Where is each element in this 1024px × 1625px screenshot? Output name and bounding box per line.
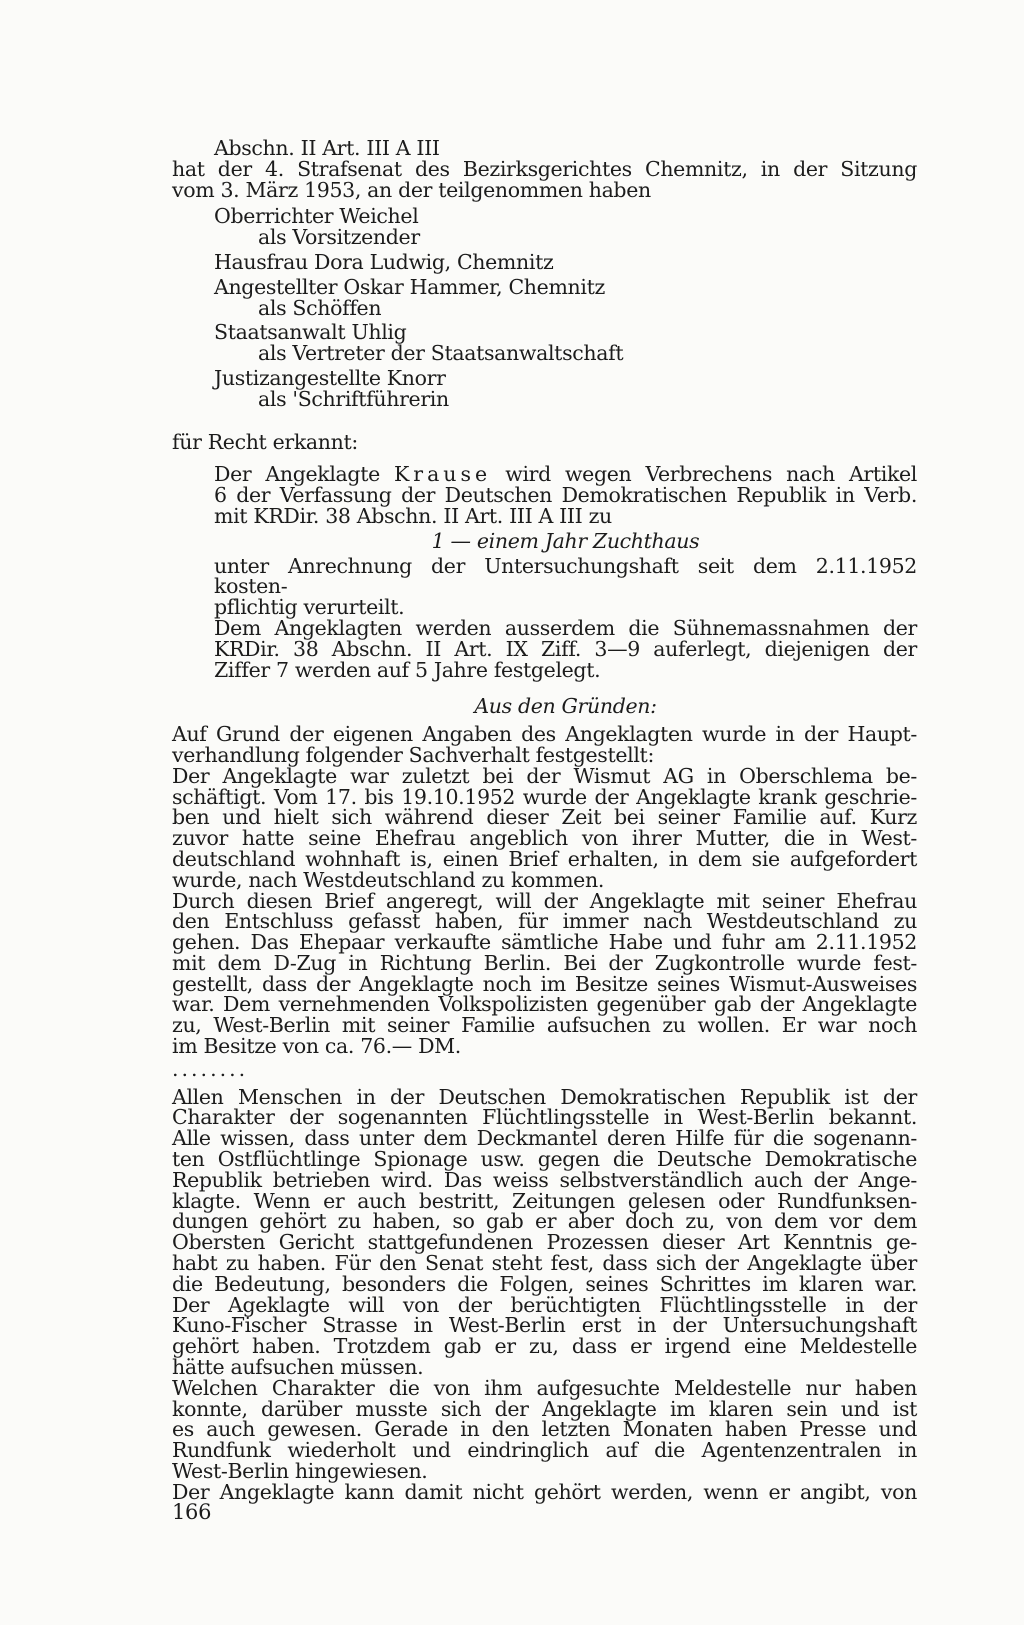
body-line: zuvor hatte seine Ehefrau angeblich von ihrer Mutter, die in West- <box>172 826 917 851</box>
defendant-name: Krause <box>393 462 492 487</box>
body-line: schäftigt. Vom 17. bis 19.10.1952 wurde der Angeklagte krank geschrie- <box>172 784 917 809</box>
page-number: 166 <box>172 1500 212 1524</box>
body-line: die Bedeutung, besonders die Folgen, seines Schrittes im klaren war. <box>172 1271 917 1296</box>
body-line: Obersten Gericht stattgefundenen Prozessen dieser Art Kenntnis ge- <box>172 1230 917 1255</box>
verdict-line: Dem Angeklagten werden ausserdem die Sühnemassnahmen der <box>214 615 917 640</box>
verdict-text: Der Angeklagte <box>214 462 394 487</box>
court-panel <box>172 206 917 409</box>
panel-member-role: als Schöffen <box>258 295 382 320</box>
reasons-part-b <box>172 1084 917 1504</box>
body-line: ten Ostflüchtlinge Spionage usw. gegen die Deutsche Demokratische <box>172 1147 917 1172</box>
body-line: klagte. Wenn er auch bestritt, Zeitungen gelesen oder Rundfunksen- <box>172 1188 917 1213</box>
panel-member-name: Oberrichter Weichel <box>214 204 419 229</box>
body-line: Republik betrieben wird. Das weiss selbstverständlich auch der Ange- <box>172 1167 917 1192</box>
verdict-line: unter Anrechnung der Untersuchungshaft seit dem 2.11.1952 kosten- <box>214 553 917 599</box>
verdict-block <box>172 464 917 680</box>
body-line: im Besitze von ca. 76.— DM. <box>172 1034 461 1059</box>
body-line: konnte, darüber musste sich der Angeklagte im klaren sein und ist <box>172 1396 917 1421</box>
verdict-text: wird wegen Verbrechens nach Artikel <box>491 462 918 487</box>
body-line: Alle wissen, dass unter dem Deckmantel deren Hilfe für die sogenann- <box>172 1126 917 1151</box>
reasons-part-a <box>172 724 917 1057</box>
body-line: Der Angeklagte war zuletzt bei der Wismut AG in Oberschlema be- <box>172 763 917 788</box>
body-line: Auf Grund der eigenen Angaben des Angeklagten wurde in der Haupt- <box>172 722 917 747</box>
verdict-line: mit KRDir. 38 Abschn. II Art. III A III zu <box>214 503 612 528</box>
header-line: Abschn. II Art. III A III <box>214 136 440 160</box>
panel-member-role: als Vertreter der Staatsanwaltschaft <box>258 341 624 366</box>
body-line: war. Dem vernehmenden Volkspolizisten gegenüber gab der Angeklagte <box>172 992 917 1017</box>
body-line: dungen gehört zu haben, so gab er aber doch zu, von dem vor dem <box>172 1209 917 1234</box>
body-line: den Entschluss gefasst haben, für immer nach Westdeutschland zu <box>172 909 917 934</box>
panel-member-name: Angestellter Oskar Hammer, Chemnitz <box>214 274 605 299</box>
body-line: zu, West-Berlin mit seiner Familie aufsuchen zu wollen. Er war noch <box>172 1013 917 1038</box>
section-heading: Aus den Gründen: <box>474 694 657 719</box>
body-line: Charakter der sogenannten Flüchtlingsstelle in West-Berlin bekannt. <box>172 1105 917 1130</box>
body-line: mit dem D-Zug in Richtung Berlin. Bei der Zugkontrolle wurde fest- <box>172 950 917 975</box>
body-line: Welchen Charakter die von ihm aufgesuchte Meldestelle nur haben <box>172 1375 917 1400</box>
verdict-line: 6 der Verfassung der Deutschen Demokratischen Republik in Verb. <box>214 483 917 508</box>
omission-dots: ........ <box>172 1056 249 1081</box>
body-line: verhandlung folgender Sachverhalt festgestellt: <box>172 742 655 767</box>
body-line: gehen. Das Ehepaar verkaufte sämtliche Habe und fuhr am 2.11.1952 <box>172 930 917 955</box>
sentence: 1 — einem Jahr Zuchthaus <box>431 528 700 553</box>
verdict-line: pflichtig verurteilt. <box>214 595 405 620</box>
header-line: vom 3. März 1953, an der teilgenommen haben <box>172 177 651 202</box>
panel-member-role: als Vorsitzender <box>258 225 420 250</box>
body-line: West-Berlin hingewiesen. <box>172 1459 428 1484</box>
document-body <box>172 138 917 1503</box>
body-line: Rundfunk wiederholt und eindringlich auf die Agentenzentralen in <box>172 1438 917 1463</box>
body-line: Allen Menschen in der Deutschen Demokratischen Republik ist der <box>172 1084 917 1109</box>
body-line: ben und hielt sich während dieser Zeit bei seiner Familie auf. Kurz <box>172 805 917 830</box>
body-line: es auch gewesen. Gerade in den letzten Monaten haben Presse und <box>172 1417 917 1442</box>
body-line: deutschland wohnhaft is, einen Brief erhalten, in dem sie aufgefordert <box>172 846 917 871</box>
verdict-line <box>214 464 917 485</box>
body-line: Kuno-Fischer Strasse in West-Berlin erst in der Untersuchungshaft <box>172 1313 917 1338</box>
body-line: Durch diesen Brief angeregt, will der Angeklagte mit seiner Ehefrau <box>172 888 917 913</box>
verdict-intro: für Recht erkannt: <box>172 429 358 454</box>
panel-member-name: Justizangestellte Knorr <box>214 365 446 390</box>
verdict-line: Ziffer 7 werden auf 5 Jahre festgelegt. <box>214 657 601 682</box>
panel-member-name: Staatsanwalt Uhlig <box>214 320 407 345</box>
body-line: Der Angeklagte kann damit nicht gehört werden, wenn er angibt, von <box>172 1479 917 1504</box>
panel-member-role: als 'Schriftführerin <box>258 386 449 411</box>
body-line: hätte aufsuchen müssen. <box>172 1355 424 1380</box>
body-line: habt zu haben. Für den Senat steht fest, dass sich der Angeklagte über <box>172 1251 917 1276</box>
header-line: hat der 4. Strafsenat des Bezirksgerichtes Chemnitz, in der Sitzung <box>172 156 917 181</box>
body-line: gestellt, dass der Angeklagte noch im Besitze seines Wismut-Ausweises <box>172 971 917 996</box>
panel-member-name: Hausfrau Dora Ludwig, Chemnitz <box>214 249 554 274</box>
verdict-line: KRDir. 38 Abschn. II Art. IX Ziff. 3—9 auferlegt, diejenigen der <box>214 636 917 661</box>
body-line: Der Ageklagte will von der berüchtigten Flüchtlingsstelle in der <box>172 1292 917 1317</box>
body-line: wurde, nach Westdeutschland zu kommen. <box>172 867 604 892</box>
body-line: gehört haben. Trotzdem gab er zu, dass er irgend eine Meldestelle <box>172 1334 917 1359</box>
